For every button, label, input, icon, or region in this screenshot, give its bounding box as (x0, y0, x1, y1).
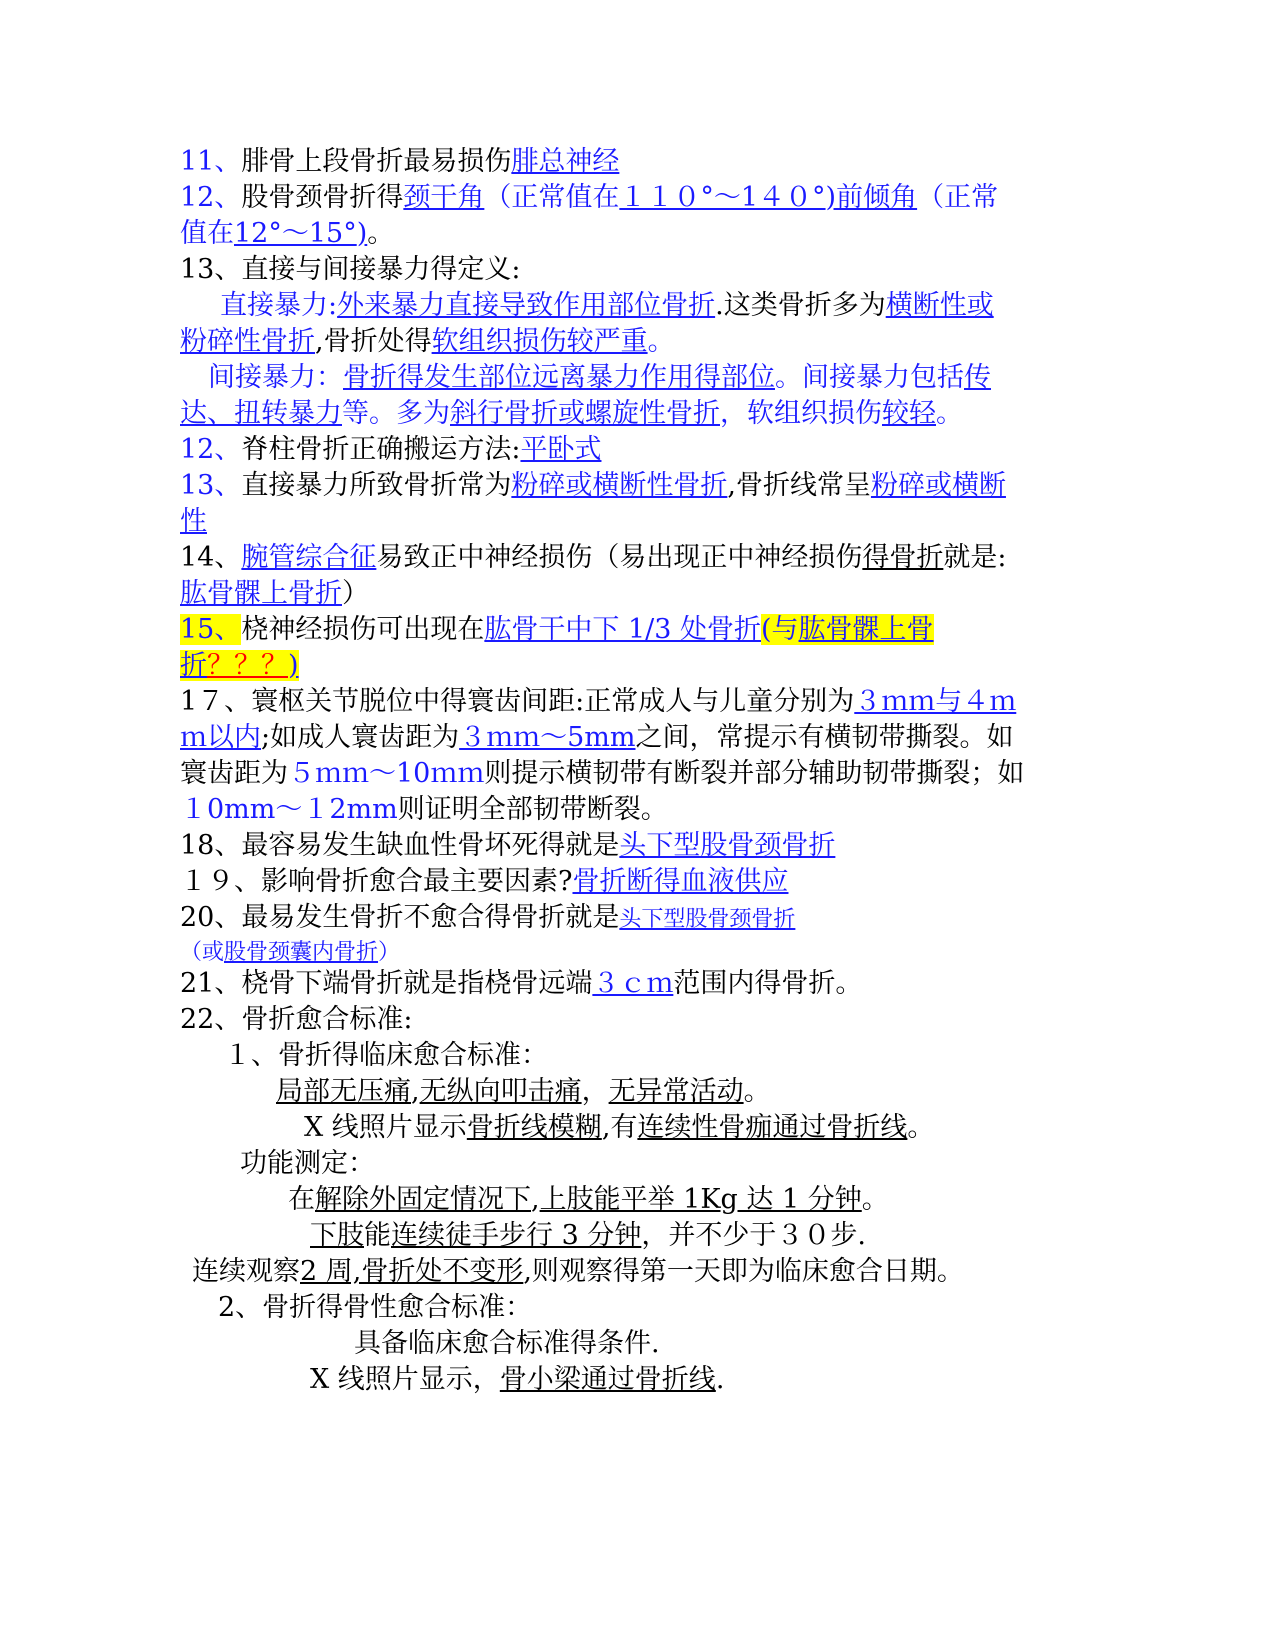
line-22: 22、骨折愈合标准: (180, 1004, 413, 1035)
line-lower-limb: 下肢能连续徒手步行 3 分钟，并不少于３０步. (310, 1220, 866, 1251)
line-12b: 值在12°～15°)。 (180, 218, 395, 249)
line-22-1: １、骨折得临床愈合标准： (224, 1040, 548, 1071)
line-17-cont1: ｍ以内;如成人寰齿距为３ｍｍ～5mm之间，常提示有横韧带撕裂。如 (180, 722, 1014, 753)
line-indirect-force-cont: 达、扭转暴力等。多为斜行骨折或螺旋性骨折，软组织损伤较轻。 (180, 398, 963, 429)
line-22-2: 2、骨折得骨性愈合标准： (218, 1292, 533, 1323)
line-direct-force: 直接暴力:外来暴力直接导致作用部位骨折.这类骨折多为横断性或 (220, 290, 994, 321)
line-22-1-a: 局部无压痛,无纵向叩击痛，无异常活动。 (276, 1076, 771, 1107)
line-direct-force-cont: 粉碎性骨折,骨折处得软组织损伤较严重。 (180, 326, 675, 357)
line-13-heading: 13、直接与间接暴力得定义: (180, 254, 521, 285)
line-function-test: 功能测定： (240, 1148, 375, 1179)
line-13-direct-cont: 性 (180, 506, 207, 537)
line-21: 21、桡骨下端骨折就是指桡骨远端３ｃｍ范围内得骨折。 (180, 968, 863, 999)
line-22-1-b: X 线照片显示骨折线模糊,有连续性骨痂通过骨折线。 (304, 1112, 935, 1143)
line-20-cont: （或股骨颈囊内骨折） (180, 940, 401, 965)
line-observation: 连续观察2 周,骨折处不变形,则观察得第一天即为临床愈合日期。 (192, 1256, 964, 1287)
line-17-cont3: １0mm～１2mm则证明全部韧带断裂。 (180, 794, 668, 825)
line-indirect-force: 间接暴力：骨折得发生部位远离暴力作用得部位。间接暴力包括传 (208, 362, 991, 393)
line-12-spine: 12、脊柱骨折正确搬运方法:平卧式 (180, 434, 602, 465)
line-19: １９、影响骨折愈合最主要因素?骨折断得血液供应 (180, 866, 789, 897)
line-15-cont: 折？？？) (180, 650, 299, 681)
line-15: 15、桡神经损伤可出现在肱骨干中下 1/3 处骨折(与肱骨髁上骨 (180, 614, 934, 645)
line-upper-limb: 在解除外固定情况下,上肢能平举 1Kg 达 1 分钟。 (288, 1184, 889, 1215)
line-22-2-a: 具备临床愈合标准得条件. (354, 1328, 660, 1359)
line-11: 11、腓骨上段骨折最易损伤腓总神经 (180, 146, 620, 177)
line-17-cont2: 寰齿距为５ｍｍ～10ｍｍ则提示横韧带有断裂并部分辅助韧带撕裂；如 (180, 758, 1025, 789)
line-12a: 12、股骨颈骨折得颈干角（正常值在１１０°～1４０°)前倾角（正常 (180, 182, 999, 213)
line-14: 14、腕管综合征易致正中神经损伤（易出现正中神经损伤得骨折就是: (180, 542, 1007, 573)
line-13-direct: 13、直接暴力所致骨折常为粉碎或横断性骨折,骨折线常呈粉碎或横断 (180, 470, 1006, 501)
line-20: 20、最易发生骨折不愈合得骨折就是头下型股骨颈骨折 (180, 902, 796, 933)
line-18: 18、最容易发生缺血性骨坏死得就是头下型股骨颈骨折 (180, 830, 836, 861)
line-14-cont: 肱骨髁上骨折） (180, 578, 369, 609)
line-22-2-b: X 线照片显示，骨小梁通过骨折线. (310, 1364, 725, 1395)
line-17: 1７、寰枢关节脱位中得寰齿间距:正常成人与儿童分别为３ｍｍ与４ｍ (180, 686, 1017, 717)
